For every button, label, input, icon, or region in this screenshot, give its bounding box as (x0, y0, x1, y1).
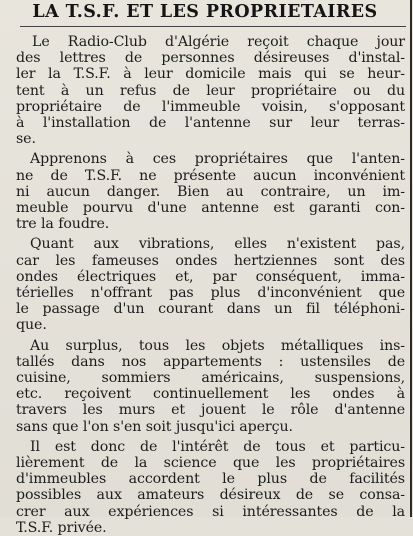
text-line: T.S.F. privée. (16, 519, 107, 536)
text-line: meuble pourvu d'une antenne est garanti con- (16, 200, 405, 217)
text-line: Le Radio-Club d'Algérie reçoit chaque jour (32, 34, 405, 50)
text-line: ondes électriques et, par conséquent, imma- (16, 268, 405, 285)
column-rule (410, 0, 412, 517)
text-line: Il est donc de l'intérêt de tous et particu- (30, 438, 405, 455)
text-line: Apprenons à ces propriétaires que l'anten- (30, 151, 405, 168)
text-line: car les fameuses ondes hertziennes sont des (16, 252, 405, 269)
text-line: ni aucun danger. Bien au contraire, un im- (16, 183, 405, 200)
paragraph-4 (16, 337, 405, 435)
text-line: Quant aux vibrations, elles n'existent pas, (30, 236, 405, 253)
text-line: le passage d'un courant dans un fil téléphoni- (16, 301, 405, 318)
article-title: LA T.S.F. ET LES PROPRIETAIRES (32, 2, 378, 22)
text-line: que. (16, 317, 47, 334)
text-line: ne de T.S.F. ne présente aucun inconvénient (16, 167, 405, 184)
text-line: ler la T.S.F. à leur domicile mais qui se heur- (16, 66, 405, 83)
text-line: sans que l'on s'en soit jusqu'ici aperçu. (16, 418, 293, 435)
text-line: cuisine, sommiers américains, suspensions, (16, 370, 405, 387)
text-line: à l'installation de l'antenne sur leur terras- (16, 115, 405, 132)
paragraph-3 (16, 236, 405, 334)
text-line: se. (16, 131, 36, 148)
text-line: des lettres de personnes désireuses d'instal- (16, 50, 405, 67)
paragraph-2 (16, 151, 405, 233)
text-line: tent à un refus de leur propriétaire ou du (16, 82, 405, 99)
text-line: Au surplus, tous les objets métalliques ins- (30, 337, 405, 354)
text-line: lièrement de la science que les propriétaires (16, 455, 405, 472)
text-line: tallés dans nos appartements : ustensiles de (16, 353, 405, 370)
text-line: térielles n'offrant pas plus d'inconvénient que (16, 285, 405, 302)
text-line: travers les murs et jouent le rôle d'antenne (16, 402, 405, 419)
article-body (16, 32, 405, 536)
text-line: crer aux expériences si intéressantes de la (16, 503, 405, 520)
text-line: d'immeubles accordent le plus de facilités (16, 471, 405, 488)
title-underline (20, 26, 406, 27)
paragraph-1 (16, 34, 405, 148)
paragraph-5 (16, 438, 405, 536)
text-line: possibles aux amateurs désireux de se consa- (16, 487, 405, 504)
text-line: tre la foudre. (16, 216, 110, 233)
text-line: etc. reçoivent continuellement les ondes à (16, 386, 405, 403)
text-line: propriétaire de l'immeuble voisin, s'opposant (16, 98, 405, 115)
